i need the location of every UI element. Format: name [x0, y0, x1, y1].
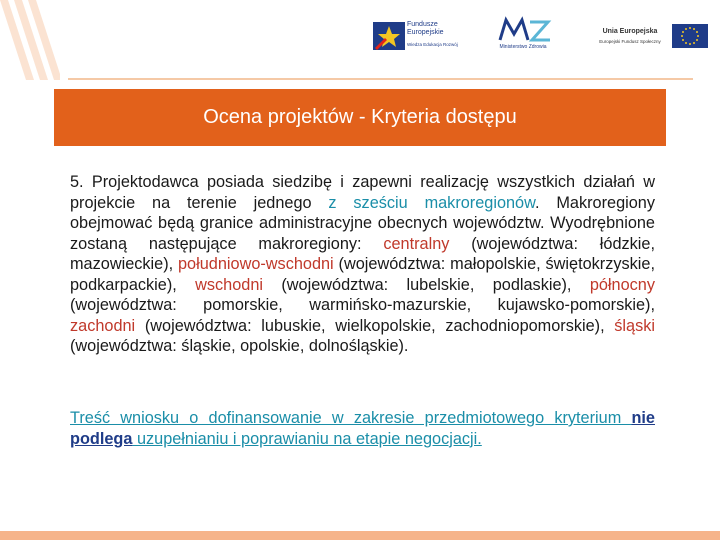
highlight-zachodni: zachodni	[70, 316, 136, 335]
body-text: (województwa: lubelskie, podlaskie),	[263, 275, 590, 294]
eu-title: Unia Europejska	[602, 28, 658, 35]
body-text: (województwa: łódzkie, mazowieckie),	[70, 234, 655, 273]
body-text: (województwa: pomorskie, warmińsko-mazurskie, kujawsko-pomorskie),	[70, 296, 655, 314]
highlight-centralny: centralny	[383, 234, 450, 253]
criterion-paragraph	[70, 172, 655, 357]
fundusze-title: Fundusze Europejskie	[407, 21, 444, 36]
highlight-polnocny: północny	[589, 275, 655, 294]
body-text: . Makroregiony obejmować będą granice administracyjne obecnych województw. Wyodrębnione zostaną następujące makroregiony:	[70, 193, 655, 253]
ministry-name: Ministerstwo Zdrowia	[499, 44, 547, 50]
fundusze-star-icon	[373, 22, 405, 50]
highlight-macroregions: z sześciu makroregionów	[328, 193, 535, 212]
note-emphasis: nie podlega	[70, 409, 655, 448]
note-text: uzupełnianiu i poprawianiu na etapie negocjacji.	[132, 429, 482, 448]
bottom-accent-bar	[0, 531, 720, 540]
fundusze-subtitle: Wiedza Edukacja Rozwój	[407, 42, 458, 47]
page-title: Ocena projektów - Kryteria dostępu	[203, 106, 517, 128]
note-paragraph	[70, 408, 655, 449]
body-text: (województwa: śląskie, opolskie, dolnośląskie).	[70, 337, 409, 355]
eu-logo	[588, 22, 708, 52]
decorative-stripes	[0, 0, 60, 80]
body-text: (województwa: małopolskie, świętokrzyskie, podkarpackie),	[70, 255, 655, 294]
highlight-wschodni: wschodni	[195, 275, 264, 294]
ministerstwo-zdrowia-logo	[492, 14, 554, 54]
highlight-slaski: śląski	[614, 316, 655, 335]
mz-mark-icon	[492, 14, 554, 44]
eu-flag-icon	[672, 24, 708, 48]
eu-subtitle: Europejski Fundusz Społeczny	[599, 39, 661, 44]
body-text: 5. Projektodawca posiada siedzibę i zapewni realizację wszystkich działań w projekcie na terenie jednego	[70, 173, 655, 212]
body-text: (województwa: lubuskie, wielkopolskie, zachodniopomorskie),	[135, 316, 615, 335]
title-bar	[54, 89, 666, 146]
note-text: Treść wniosku o dofinansowanie w zakresie przedmiotowego kryterium	[70, 409, 632, 427]
header-divider	[68, 78, 693, 80]
highlight-poludniowo-wschodni: południowo-wschodni	[178, 255, 334, 273]
fundusze-europejskie-logo	[373, 18, 458, 54]
